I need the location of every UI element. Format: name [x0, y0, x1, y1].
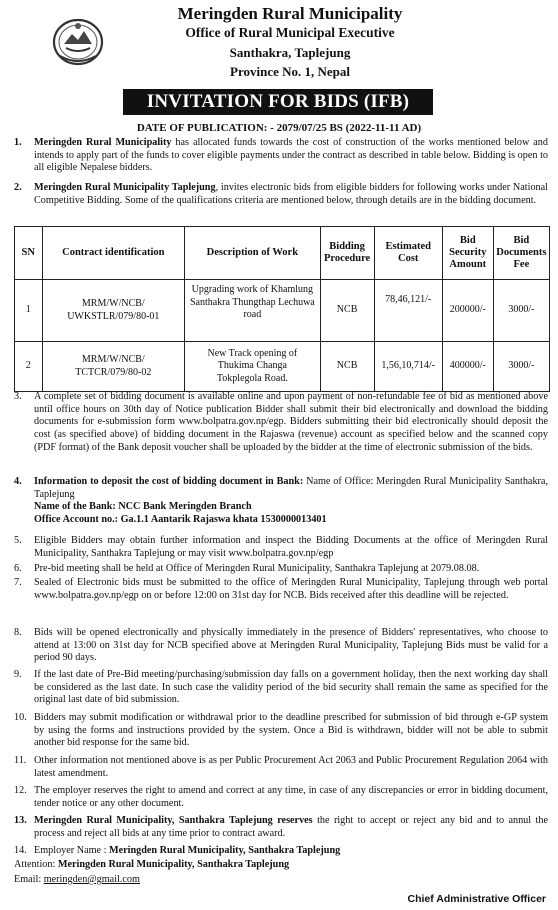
col-sn: SN	[15, 227, 43, 280]
paragraph-6	[14, 563, 548, 576]
account-number: Office Account no.: Ga.1.1 Aantarik Rajaswa khata 1530000013401	[34, 514, 327, 526]
paragraph-1	[14, 137, 548, 175]
paragraph-12	[14, 785, 548, 810]
paragraph-4	[14, 476, 548, 527]
cell-doc-fee: 3000/-	[493, 280, 549, 342]
paragraph-text: Bids will be opened electronically and physically immediately in the presence of Bidders' representatives, who choose to attend at 13:00 on 31st day for NCB specified above at Meringden Rural Municipality, Taplejung Bids must be valid for a period 90 days.	[34, 627, 548, 664]
paragraph-text: , invites electronic bids from eligible bidders for following works under National Competitive Bidding. Some of the qualifications criteria are mentioned below, through details are in the bidding document.	[34, 182, 549, 206]
paragraph-number: 4.	[14, 476, 22, 487]
cell-bid-security: 400000/-	[442, 342, 493, 392]
email-link[interactable]: meringden@gmail.com	[43, 874, 140, 885]
employer-label: Employer Name :	[34, 845, 109, 856]
municipality-name: Meringden Rural Municipality	[177, 4, 403, 23]
attention-label: Attention:	[14, 859, 58, 870]
cell-description: Upgrading work of Khamlung Santhakra Thungthap Lechuwa road	[185, 280, 320, 342]
paragraph-bold: Meringden Rural Municipality	[34, 137, 172, 148]
paragraph-number: 8.	[14, 627, 22, 638]
paragraph-11	[14, 755, 548, 780]
paragraph-2	[14, 182, 548, 207]
table-row	[15, 342, 550, 392]
paragraph-9	[14, 669, 548, 707]
signature-title: Chief Administrative Officer	[407, 893, 546, 905]
paragraph-text: A complete set of bidding document is available online and upon payment of non-refundable fee of bid as mentioned above until office hours on 30th day of Notice publication Bidder shall submit their bid electronically and download the bidding documents for e-submission form www.bolpatra.gov.np/egp. Bidders submitting their bid electronically should deposit the cost (as specified above) of bidding document in the Rajaswa (revenue) account as specified below and the scanned copy (PDF format) of the Bank deposit voucher shall be uploaded by the bidder at the time of electronic submission of the bids.	[34, 391, 548, 453]
office-name: Office of Rural Municipal Executive	[185, 25, 395, 40]
paragraph-number: 10.	[14, 712, 27, 723]
col-doc-fee: Bid Documents Fee	[493, 227, 549, 280]
paragraph-bold: Meringden Rural Municipality Taplejung	[34, 182, 216, 193]
paragraph-number: 6.	[14, 563, 22, 574]
email-line	[14, 874, 140, 887]
publication-date: DATE OF PUBLICATION: - 2079/07/25 BS (2022-11-11 AD)	[136, 122, 422, 134]
paragraph-number: 11.	[14, 755, 27, 766]
cell-estimated-cost: 1,56,10,714/-	[374, 342, 442, 392]
cell-procedure: NCB	[320, 342, 374, 392]
paragraph-text: Eligible Bidders may obtain further information and inspect the Bidding Documents at the office of Meringden Rural Municipality, Santhakra Taplejung or may visit www.bolpatra.gov.np/egp	[34, 535, 548, 559]
office-address: Santhakra, Taplejung	[229, 45, 351, 60]
paragraph-number: 5.	[14, 535, 22, 546]
paragraph-number: 7.	[14, 577, 22, 588]
cell-doc-fee: 3000/-	[493, 342, 549, 392]
paragraph-10	[14, 712, 548, 750]
paragraph-14	[14, 845, 548, 858]
works-table	[14, 226, 550, 392]
bank-name: Name of the Bank: NCC Bank Meringden Branch	[34, 501, 252, 513]
cell-sn: 1	[15, 280, 43, 342]
paragraph-number: 12.	[14, 785, 27, 796]
province: Province No. 1, Nepal	[230, 64, 350, 79]
cell-bid-security: 200000/-	[442, 280, 493, 342]
paragraph-13	[14, 815, 548, 840]
paragraph-text: Bidders may submit modification or withdrawal prior to the deadline prescribed for submission of bid through e-GP system by using the forms and instructions provided by the system. Once a Bid is withdrawn, bidder will not be able to submit another bid response for the same bid.	[34, 712, 548, 749]
paragraph-text: Name of Office: Meringden Rural Municipality Santhakra, Taplejung	[34, 476, 549, 500]
paragraph-text: Other information not mentioned above is as per Public Procurement Act 2063 and Public Procurement Regulation 2064 with latest amendment.	[34, 755, 548, 779]
email-label: Email:	[14, 874, 44, 885]
attention-line	[14, 859, 289, 872]
paragraph-bold: Meringden Rural Municipality, Santhakra Taplejung reserves	[34, 815, 313, 826]
paragraph-number: 2.	[14, 182, 22, 193]
cell-sn: 2	[15, 342, 43, 392]
paragraph-5	[14, 535, 548, 560]
paragraph-7	[14, 577, 548, 602]
paragraph-number: 14.	[14, 845, 27, 856]
col-contract-id: Contract identification	[42, 227, 185, 280]
paragraph-number: 3.	[14, 391, 22, 402]
cell-procedure: NCB	[320, 280, 374, 342]
cell-contract-id: MRM/W/NCB/ TCTCR/079/80-02	[42, 342, 185, 392]
col-estimated-cost: Estimated Cost	[374, 227, 442, 280]
paragraph-number: 1.	[14, 137, 22, 148]
col-bid-security: Bid Security Amount	[442, 227, 493, 280]
cell-description: New Track opening of Thukima Changa Tokplegola Road.	[185, 342, 320, 392]
paragraph-bold: Information to deposit the cost of bidding document in Bank:	[34, 476, 304, 487]
table-row	[15, 280, 550, 342]
paragraph-number: 13.	[14, 815, 27, 826]
col-procedure: Bidding Procedure	[320, 227, 374, 280]
paragraph-8	[14, 627, 548, 665]
employer-name: Meringden Rural Municipality, Santhakra Taplejung	[108, 845, 341, 856]
ifb-banner: INVITATION FOR BIDS (IFB)	[123, 89, 433, 115]
table-header-row	[15, 227, 550, 280]
paragraph-text: Pre-bid meeting shall be held at Office of Meringden Rural Municipality, Santhakra Taplejung at 2079.08.08.	[34, 563, 480, 574]
attention-name: Meringden Rural Municipality, Santhakra Taplejung	[57, 859, 290, 870]
col-description: Description of Work	[185, 227, 320, 280]
paragraph-text: If the last date of Pre-Bid meeting/purchasing/submission day falls on a government holiday, then the next working day shall be considered as the last date. In such case the validity period of the bid security shall remain the same as specified for the original last date of bid submission.	[34, 669, 548, 706]
cell-estimated-cost: 78,46,121/-	[374, 280, 442, 342]
paragraph-text: the right to accept or reject any bid and to annul the process and reject all bids at any time prior to contract award.	[34, 815, 548, 839]
cell-contract-id: MRM/W/NCB/ UWKSTLR/079/80-01	[42, 280, 185, 342]
paragraph-text: has allocated funds towards the cost of construction of the works mentioned below and intends to apply part of the funds to cover eligible payments under the contract as described in table below. Bidding is open to all eligible Nepalese bidders.	[34, 137, 548, 174]
paragraph-number: 9.	[14, 669, 22, 680]
paragraph-text: The employer reserves the right to amend and correct at any time, in case of any discrepancies or error in bidding document, tender notice or any other document.	[34, 785, 548, 809]
paragraph-text: Sealed of Electronic bids must be submitted to the office of Meringden Rural Municipality, Taplejung through web portal www.bolpatra.gov.np/egp on or before 12:00 on 31st day for NCB. Bids received after this deadline will be rejected.	[34, 577, 548, 601]
paragraph-3	[14, 391, 548, 455]
